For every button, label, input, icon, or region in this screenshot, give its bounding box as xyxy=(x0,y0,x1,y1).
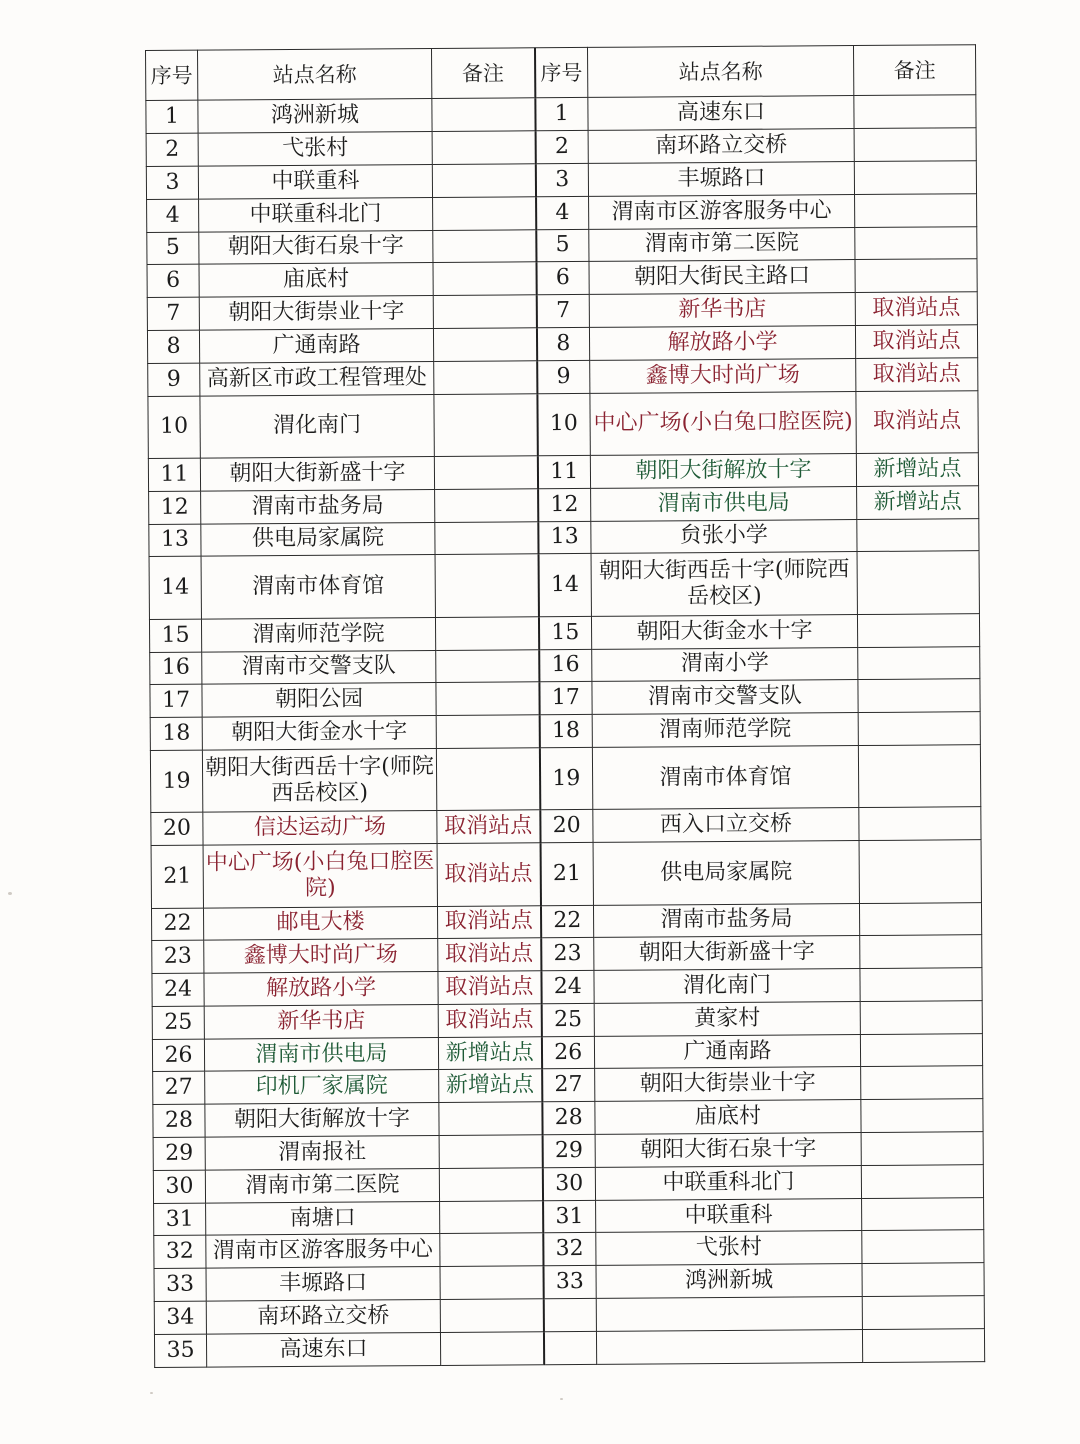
right-note-cell xyxy=(862,1230,984,1264)
left-seq-cell: 4 xyxy=(147,199,199,232)
left-note-cell xyxy=(436,682,539,716)
right-seq-cell: 10 xyxy=(537,393,590,456)
left-note-cell: 新增站点 xyxy=(438,1036,541,1070)
right-station-cell: 渭南师范学院 xyxy=(592,713,858,748)
right-station-cell: 朝阳大街金水十字 xyxy=(591,614,857,649)
left-note-cell xyxy=(433,229,536,263)
left-seq-cell: 17 xyxy=(150,684,202,717)
left-station-cell: 渭南市盐务局 xyxy=(201,489,435,523)
left-note-cell xyxy=(436,715,539,749)
right-station-cell: 庙底村 xyxy=(595,1100,861,1135)
right-station-cell xyxy=(596,1329,862,1364)
left-station-cell: 渭南师范学院 xyxy=(201,617,435,651)
left-note-cell xyxy=(432,164,535,198)
left-seq-cell: 14 xyxy=(149,556,201,619)
right-seq-cell: 25 xyxy=(541,1003,594,1036)
right-station-cell xyxy=(596,1297,862,1332)
right-note-cell xyxy=(861,1165,983,1199)
left-seq-cell: 28 xyxy=(153,1104,205,1137)
right-station-cell: 弋张村 xyxy=(596,1231,862,1266)
left-station-cell: 解放路小学 xyxy=(204,972,438,1006)
left-note-cell xyxy=(432,98,535,132)
left-seq-cell: 30 xyxy=(153,1170,205,1203)
left-station-cell: 朝阳大街新盛十字 xyxy=(200,456,434,490)
right-seq-cell: 23 xyxy=(541,938,594,971)
right-note-cell: 取消站点 xyxy=(856,357,978,391)
right-note-cell xyxy=(858,712,980,746)
left-seq-cell: 24 xyxy=(152,973,204,1006)
left-note-cell xyxy=(433,295,536,329)
right-station-cell: 广通南路 xyxy=(594,1034,860,1069)
right-station-cell: 渭南小学 xyxy=(592,647,858,682)
left-note-cell: 取消站点 xyxy=(438,1004,541,1038)
right-seq-cell: 3 xyxy=(535,163,588,196)
left-note-cell xyxy=(432,131,535,165)
right-station-cell: 渭南市供电局 xyxy=(591,486,857,521)
left-seq-cell: 15 xyxy=(149,619,201,652)
left-station-cell: 中联重科 xyxy=(198,164,432,198)
header-station-right: 站点名称 xyxy=(587,46,853,98)
right-note-cell xyxy=(855,193,977,227)
right-station-cell: 渭南市交警支队 xyxy=(592,680,858,715)
right-note-cell xyxy=(857,551,979,614)
right-station-cell: 朝阳大街民主路口 xyxy=(589,260,855,295)
left-station-cell: 中联重科北门 xyxy=(199,197,433,231)
right-seq-cell: 29 xyxy=(542,1134,595,1167)
left-note-cell xyxy=(433,196,536,230)
header-station-left: 站点名称 xyxy=(198,48,432,100)
left-note-cell xyxy=(435,488,538,522)
left-seq-cell: 31 xyxy=(154,1203,206,1236)
table-row xyxy=(148,390,978,458)
left-seq-cell: 6 xyxy=(147,264,199,297)
left-station-cell: 印机厂家属院 xyxy=(205,1070,439,1104)
left-station-cell: 朝阳大街崇业十字 xyxy=(199,296,433,330)
right-station-cell: 鸿洲新城 xyxy=(596,1264,862,1299)
left-station-cell: 渭南市供电局 xyxy=(204,1037,438,1071)
right-note-cell xyxy=(857,613,979,647)
left-station-cell: 广通南路 xyxy=(199,328,433,362)
left-station-cell: 供电局家属院 xyxy=(201,522,435,556)
left-seq-cell: 21 xyxy=(151,845,203,908)
right-station-cell: 渭南市第二医院 xyxy=(589,227,855,262)
left-station-cell: 朝阳大街石泉十字 xyxy=(199,230,433,264)
right-seq-cell: 1 xyxy=(535,98,588,131)
right-seq-cell xyxy=(543,1331,596,1365)
left-note-cell xyxy=(434,393,537,456)
header-note-left: 备注 xyxy=(431,48,534,99)
right-note-cell xyxy=(859,902,981,936)
paper-speck xyxy=(8,892,12,895)
right-station-cell: 中联重科北门 xyxy=(595,1165,861,1200)
left-station-cell: 渭南市第二医院 xyxy=(205,1168,439,1202)
left-seq-cell: 26 xyxy=(152,1039,204,1072)
right-note-cell xyxy=(854,95,976,129)
table-row xyxy=(154,1329,984,1368)
right-seq-cell: 4 xyxy=(536,196,589,229)
left-seq-cell: 1 xyxy=(146,100,198,133)
left-note-cell xyxy=(434,360,537,394)
left-seq-cell: 33 xyxy=(154,1268,206,1301)
left-note-cell: 取消站点 xyxy=(437,905,540,939)
left-note-cell: 取消站点 xyxy=(438,938,541,972)
right-seq-cell: 7 xyxy=(536,295,589,328)
left-note-cell xyxy=(433,262,536,296)
table-header-row xyxy=(146,45,976,101)
left-station-cell: 渭化南门 xyxy=(200,394,434,458)
right-note-cell xyxy=(862,1296,984,1330)
left-station-cell: 渭南市区游客服务中心 xyxy=(206,1234,440,1268)
right-seq-cell: 33 xyxy=(543,1266,596,1299)
station-table xyxy=(145,44,985,1368)
right-station-cell: 中心广场(小白兔口腔医院) xyxy=(590,391,856,455)
left-seq-cell: 8 xyxy=(147,330,199,363)
right-note-cell xyxy=(858,646,980,680)
left-note-cell xyxy=(436,748,539,811)
right-note-cell xyxy=(862,1197,984,1231)
right-seq-cell: 18 xyxy=(539,714,592,747)
left-station-cell: 南塘口 xyxy=(206,1201,440,1235)
right-station-cell: 渭南市体育馆 xyxy=(592,745,858,809)
table-row xyxy=(149,551,979,619)
right-seq-cell: 5 xyxy=(536,229,589,262)
left-seq-cell: 18 xyxy=(150,717,202,750)
right-seq-cell: 20 xyxy=(540,810,593,843)
right-seq-cell: 6 xyxy=(536,262,589,295)
right-note-cell: 新增站点 xyxy=(856,453,978,487)
right-note-cell xyxy=(858,679,980,713)
left-station-cell: 新华书店 xyxy=(204,1004,438,1038)
left-station-cell: 朝阳大街金水十字 xyxy=(202,716,436,750)
right-seq-cell: 14 xyxy=(538,554,591,617)
right-station-cell: 新华书店 xyxy=(589,293,855,328)
table-row xyxy=(150,745,980,813)
left-note-cell xyxy=(439,1135,542,1169)
left-seq-cell: 23 xyxy=(152,940,204,973)
left-station-cell: 庙底村 xyxy=(199,263,433,297)
document-sheet xyxy=(145,44,984,1368)
right-note-cell xyxy=(862,1263,984,1297)
left-note-cell xyxy=(435,554,538,617)
left-seq-cell: 12 xyxy=(149,491,201,524)
right-station-cell: 朝阳大街解放十字 xyxy=(590,453,856,488)
left-note-cell xyxy=(439,1102,542,1136)
left-station-cell: 鸿洲新城 xyxy=(198,99,432,133)
left-seq-cell: 2 xyxy=(146,133,198,166)
right-seq-cell: 11 xyxy=(537,455,590,488)
left-station-cell: 朝阳公园 xyxy=(202,683,436,717)
left-station-cell: 渭南市体育馆 xyxy=(201,555,435,619)
right-seq-cell: 9 xyxy=(537,360,590,393)
right-note-cell: 取消站点 xyxy=(856,390,978,453)
table-row xyxy=(151,840,981,908)
right-seq-cell: 12 xyxy=(538,488,591,521)
left-note-cell xyxy=(435,616,538,650)
header-seq-left: 序号 xyxy=(146,50,198,101)
right-note-cell xyxy=(859,807,981,841)
right-note-cell xyxy=(855,226,977,260)
right-station-cell: 贠张小学 xyxy=(591,519,857,554)
right-note-cell xyxy=(861,1099,983,1133)
right-seq-cell: 31 xyxy=(543,1200,596,1233)
right-station-cell: 解放路小学 xyxy=(589,325,855,360)
left-station-cell: 高新区市政工程管理处 xyxy=(200,361,434,395)
right-seq-cell: 15 xyxy=(538,616,591,649)
left-seq-cell: 9 xyxy=(148,363,200,396)
right-note-cell xyxy=(860,968,982,1002)
right-station-cell: 朝阳大街新盛十字 xyxy=(594,936,860,971)
left-station-cell: 朝阳大街西岳十字(师院西岳校区) xyxy=(202,748,436,812)
right-note-cell xyxy=(855,259,977,293)
left-note-cell xyxy=(439,1168,542,1202)
header-note-right: 备注 xyxy=(853,45,975,96)
right-seq-cell: 27 xyxy=(542,1069,595,1102)
left-note-cell xyxy=(440,1233,543,1267)
left-seq-cell: 35 xyxy=(154,1334,206,1368)
left-station-cell: 渭南报社 xyxy=(205,1136,439,1170)
right-seq-cell: 24 xyxy=(541,970,594,1003)
right-seq-cell: 28 xyxy=(542,1102,595,1135)
left-station-cell: 朝阳大街解放十字 xyxy=(205,1103,439,1137)
right-station-cell: 南环路立交桥 xyxy=(588,129,854,164)
left-station-cell: 中心广场(小白兔口腔医院) xyxy=(203,844,437,908)
left-seq-cell: 29 xyxy=(153,1137,205,1170)
left-note-cell xyxy=(440,1299,543,1333)
right-note-cell xyxy=(862,1329,984,1363)
right-station-cell: 中联重科 xyxy=(596,1198,862,1233)
left-note-cell xyxy=(434,456,537,490)
left-seq-cell: 22 xyxy=(151,908,203,941)
left-note-cell xyxy=(440,1266,543,1300)
right-seq-cell: 22 xyxy=(540,905,593,938)
right-seq-cell: 8 xyxy=(536,327,589,360)
right-seq-cell: 21 xyxy=(540,842,593,905)
right-note-cell: 取消站点 xyxy=(855,325,977,359)
left-station-cell: 丰塬路口 xyxy=(206,1267,440,1301)
left-station-cell: 信达运动广场 xyxy=(203,811,437,845)
left-seq-cell: 3 xyxy=(146,166,198,199)
right-seq-cell: 30 xyxy=(542,1167,595,1200)
left-seq-cell: 11 xyxy=(148,458,200,491)
left-station-cell: 弋张村 xyxy=(198,132,432,166)
right-station-cell: 鑫博大时尚广场 xyxy=(590,358,856,393)
left-seq-cell: 32 xyxy=(154,1236,206,1269)
right-station-cell: 朝阳大街西岳十字(师院西岳校区) xyxy=(591,552,857,616)
left-note-cell xyxy=(435,521,538,555)
right-seq-cell: 16 xyxy=(539,649,592,682)
left-note-cell xyxy=(440,1332,543,1366)
left-seq-cell: 19 xyxy=(150,750,202,813)
right-seq-cell: 19 xyxy=(539,747,592,810)
right-seq-cell: 2 xyxy=(535,131,588,164)
right-seq-cell: 26 xyxy=(541,1036,594,1069)
right-note-cell xyxy=(854,161,976,195)
right-station-cell: 丰塬路口 xyxy=(588,161,854,196)
left-note-cell: 取消站点 xyxy=(437,843,540,906)
left-note-cell: 取消站点 xyxy=(437,810,540,844)
paper-speck xyxy=(150,1392,153,1394)
right-seq-cell: 32 xyxy=(543,1233,596,1266)
left-note-cell xyxy=(433,328,536,362)
right-station-cell: 渭南市盐务局 xyxy=(593,903,859,938)
header-seq-right: 序号 xyxy=(534,47,587,98)
right-station-cell: 渭化南门 xyxy=(594,969,860,1004)
right-note-cell xyxy=(858,745,980,808)
right-seq-cell: 17 xyxy=(539,682,592,715)
right-station-cell: 供电局家属院 xyxy=(593,841,859,905)
left-station-cell: 渭南市交警支队 xyxy=(202,650,436,684)
left-station-cell: 邮电大楼 xyxy=(203,906,437,940)
right-note-cell xyxy=(860,935,982,969)
right-station-cell: 渭南市区游客服务中心 xyxy=(589,194,855,229)
right-station-cell: 黄家村 xyxy=(594,1001,860,1036)
left-seq-cell: 10 xyxy=(148,396,200,459)
left-seq-cell: 25 xyxy=(152,1006,204,1039)
left-note-cell: 新增站点 xyxy=(439,1069,542,1103)
right-note-cell xyxy=(860,1033,982,1067)
left-note-cell xyxy=(436,649,539,683)
right-station-cell: 西入口立交桥 xyxy=(593,808,859,843)
left-seq-cell: 27 xyxy=(153,1072,205,1105)
right-station-cell: 朝阳大街石泉十字 xyxy=(595,1133,861,1168)
left-seq-cell: 16 xyxy=(150,652,202,685)
right-note-cell xyxy=(861,1066,983,1100)
right-seq-cell: 13 xyxy=(538,521,591,554)
left-seq-cell: 13 xyxy=(149,524,201,557)
left-seq-cell: 34 xyxy=(154,1301,206,1334)
station-table-body xyxy=(146,45,985,1368)
left-station-cell: 鑫博大时尚广场 xyxy=(204,939,438,973)
left-seq-cell: 7 xyxy=(147,297,199,330)
left-seq-cell: 5 xyxy=(147,232,199,265)
right-note-cell: 新增站点 xyxy=(857,485,979,519)
paper-speck xyxy=(560,1398,563,1400)
left-seq-cell: 20 xyxy=(151,812,203,845)
right-note-cell: 取消站点 xyxy=(855,292,977,326)
left-station-cell: 高速东口 xyxy=(206,1332,440,1367)
right-note-cell xyxy=(861,1132,983,1166)
right-note-cell xyxy=(860,1001,982,1035)
right-note-cell xyxy=(854,128,976,162)
left-note-cell xyxy=(440,1200,543,1234)
right-station-cell: 朝阳大街崇业十字 xyxy=(595,1067,861,1102)
right-station-cell: 高速东口 xyxy=(588,96,854,131)
right-note-cell xyxy=(857,518,979,552)
right-seq-cell xyxy=(543,1298,596,1331)
left-note-cell: 取消站点 xyxy=(438,971,541,1005)
left-station-cell: 南环路立交桥 xyxy=(206,1300,440,1334)
right-note-cell xyxy=(859,840,981,903)
